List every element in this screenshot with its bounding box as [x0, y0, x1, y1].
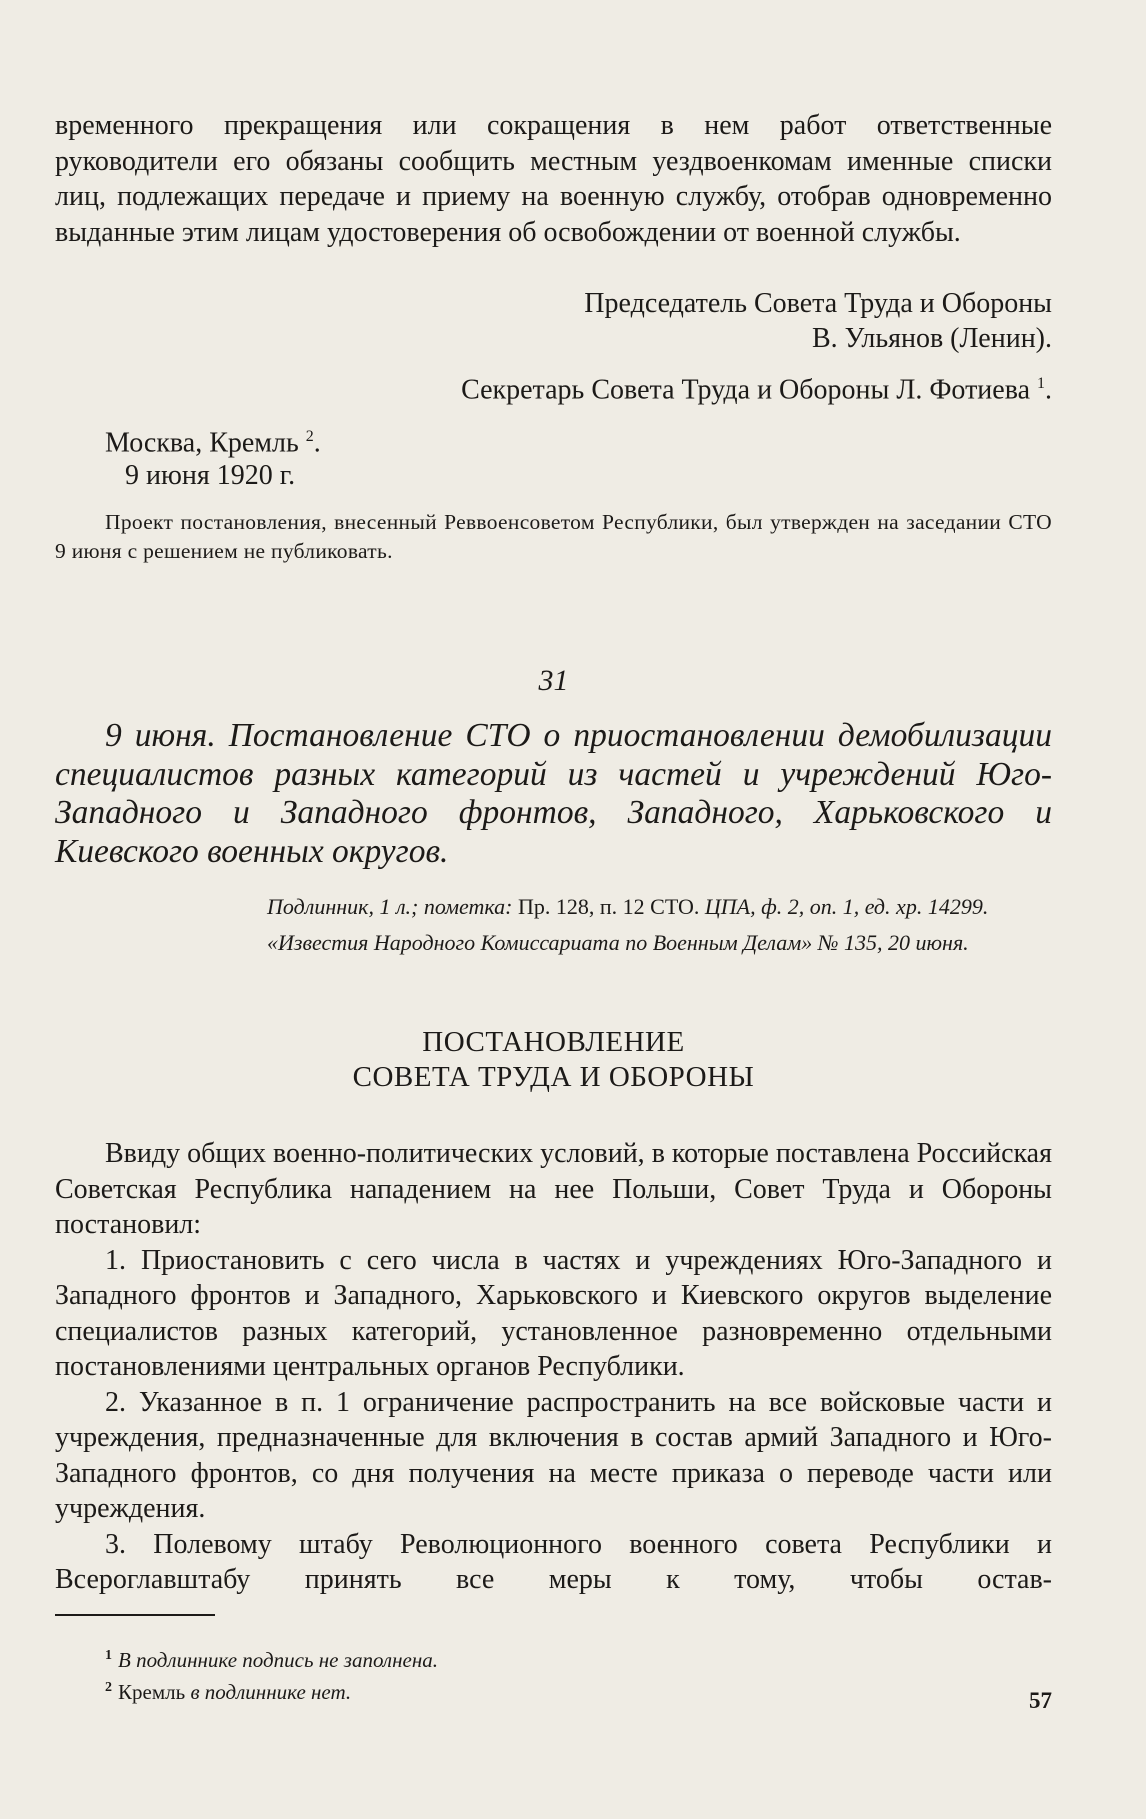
chairman-title: Председатель Совета Труда и Обороны — [584, 288, 1052, 319]
page-number: 57 — [1029, 1688, 1052, 1713]
date-line: 9 июня 1920 г. — [125, 459, 296, 491]
body-item-1: 1. Приостановить с сего числа в частях и учреждениях Юго-Западного и Западного фронтов и Западного, Харьковского и Киевского округов выделение специалистов разных категорий, установленное разновременно отдельными постановлениями центральных органов Республики. — [55, 1244, 1052, 1382]
document-number-block — [55, 664, 1052, 698]
footnote-ref-1[interactable]: 1 — [1037, 375, 1045, 392]
body-block — [55, 1136, 1052, 1598]
footnote-ref-2[interactable]: 2 — [305, 428, 314, 446]
title-line-1: ПОСТАНОВЛЕНИЕ — [422, 1026, 685, 1058]
signature-block — [55, 286, 1052, 491]
archival-note: Проект постановления, внесенный Реввоенсоветом Республики, был утвержден на заседании СТО 9 июня с решением не публиковать. — [55, 510, 1052, 563]
continuation-block — [55, 108, 1052, 250]
footnote-separator — [55, 1614, 215, 1616]
footnote-2: $^2$ Кремль в подлиннике нет. — [105, 1680, 352, 1704]
title-line-2: СОВЕТА ТРУДА И ОБОРОНЫ — [352, 1061, 755, 1093]
chairman-name: В. Ульянов (Ленин). — [812, 323, 1052, 354]
source-original: Подлинник, 1 л.; пометка: Пр. 128, п. 12 СТО. ЦПА, ф. 2, оп. 1, ед. хр. 14299. — [267, 894, 989, 919]
continuation-paragraph: временного прекращения или сокращения в нем работ ответственные руководители его обязаны сообщить местным уездвоенкомам именные списки лиц, подлежащих передаче и приему на военную службу, отобрав одновременно выданные этим лицам удостоверения об освобождении от военной службы. — [55, 110, 1052, 248]
sources-block — [55, 893, 1052, 956]
body-item-3: 3. Полевому штабу Революционного военного совета Республики и Всероглавштабу принять все меры к тому, чтобы остав- — [55, 1528, 1052, 1595]
footnotes-block — [55, 1642, 1052, 1706]
document-number: 31 — [538, 664, 569, 697]
source-publication: «Известия Народного Комиссариата по Военным Делам» № 135, 20 июня. — [267, 929, 969, 955]
body-preamble: Ввиду общих военно-политических условий, в которые поставлена Российская Советская Республика нападением на нее Польши, Совет Труда и Обороны постановил: — [55, 1138, 1052, 1240]
archival-note-block — [55, 508, 1052, 566]
place-line: Москва, Кремль $^2$. — [105, 427, 321, 459]
title-block — [55, 1025, 1052, 1095]
footnote-1: $^1$ В подлиннике подпись не заполнена. — [105, 1648, 438, 1672]
body-item-2: 2. Указанное в п. 1 ограничение распространить на все войсковые части и учреждения, предназначенные для включения в состав армий Западного и Юго-Западного фронтов, со дня получения на месте приказа о переводе части или учреждения. — [55, 1386, 1052, 1524]
secretary-line: Секретарь Совета Труда и Обороны Л. Фотиева $^1$. — [461, 374, 1052, 406]
document-heading: 9 июня. Постановление СТО о приостановлении демобилизации специалистов разных категорий из частей и учреждений Юго-Западного и Западного фронтов, Западного, Харьковского и Киевского военных округов. — [55, 717, 1052, 870]
document-heading-block — [55, 717, 1052, 871]
